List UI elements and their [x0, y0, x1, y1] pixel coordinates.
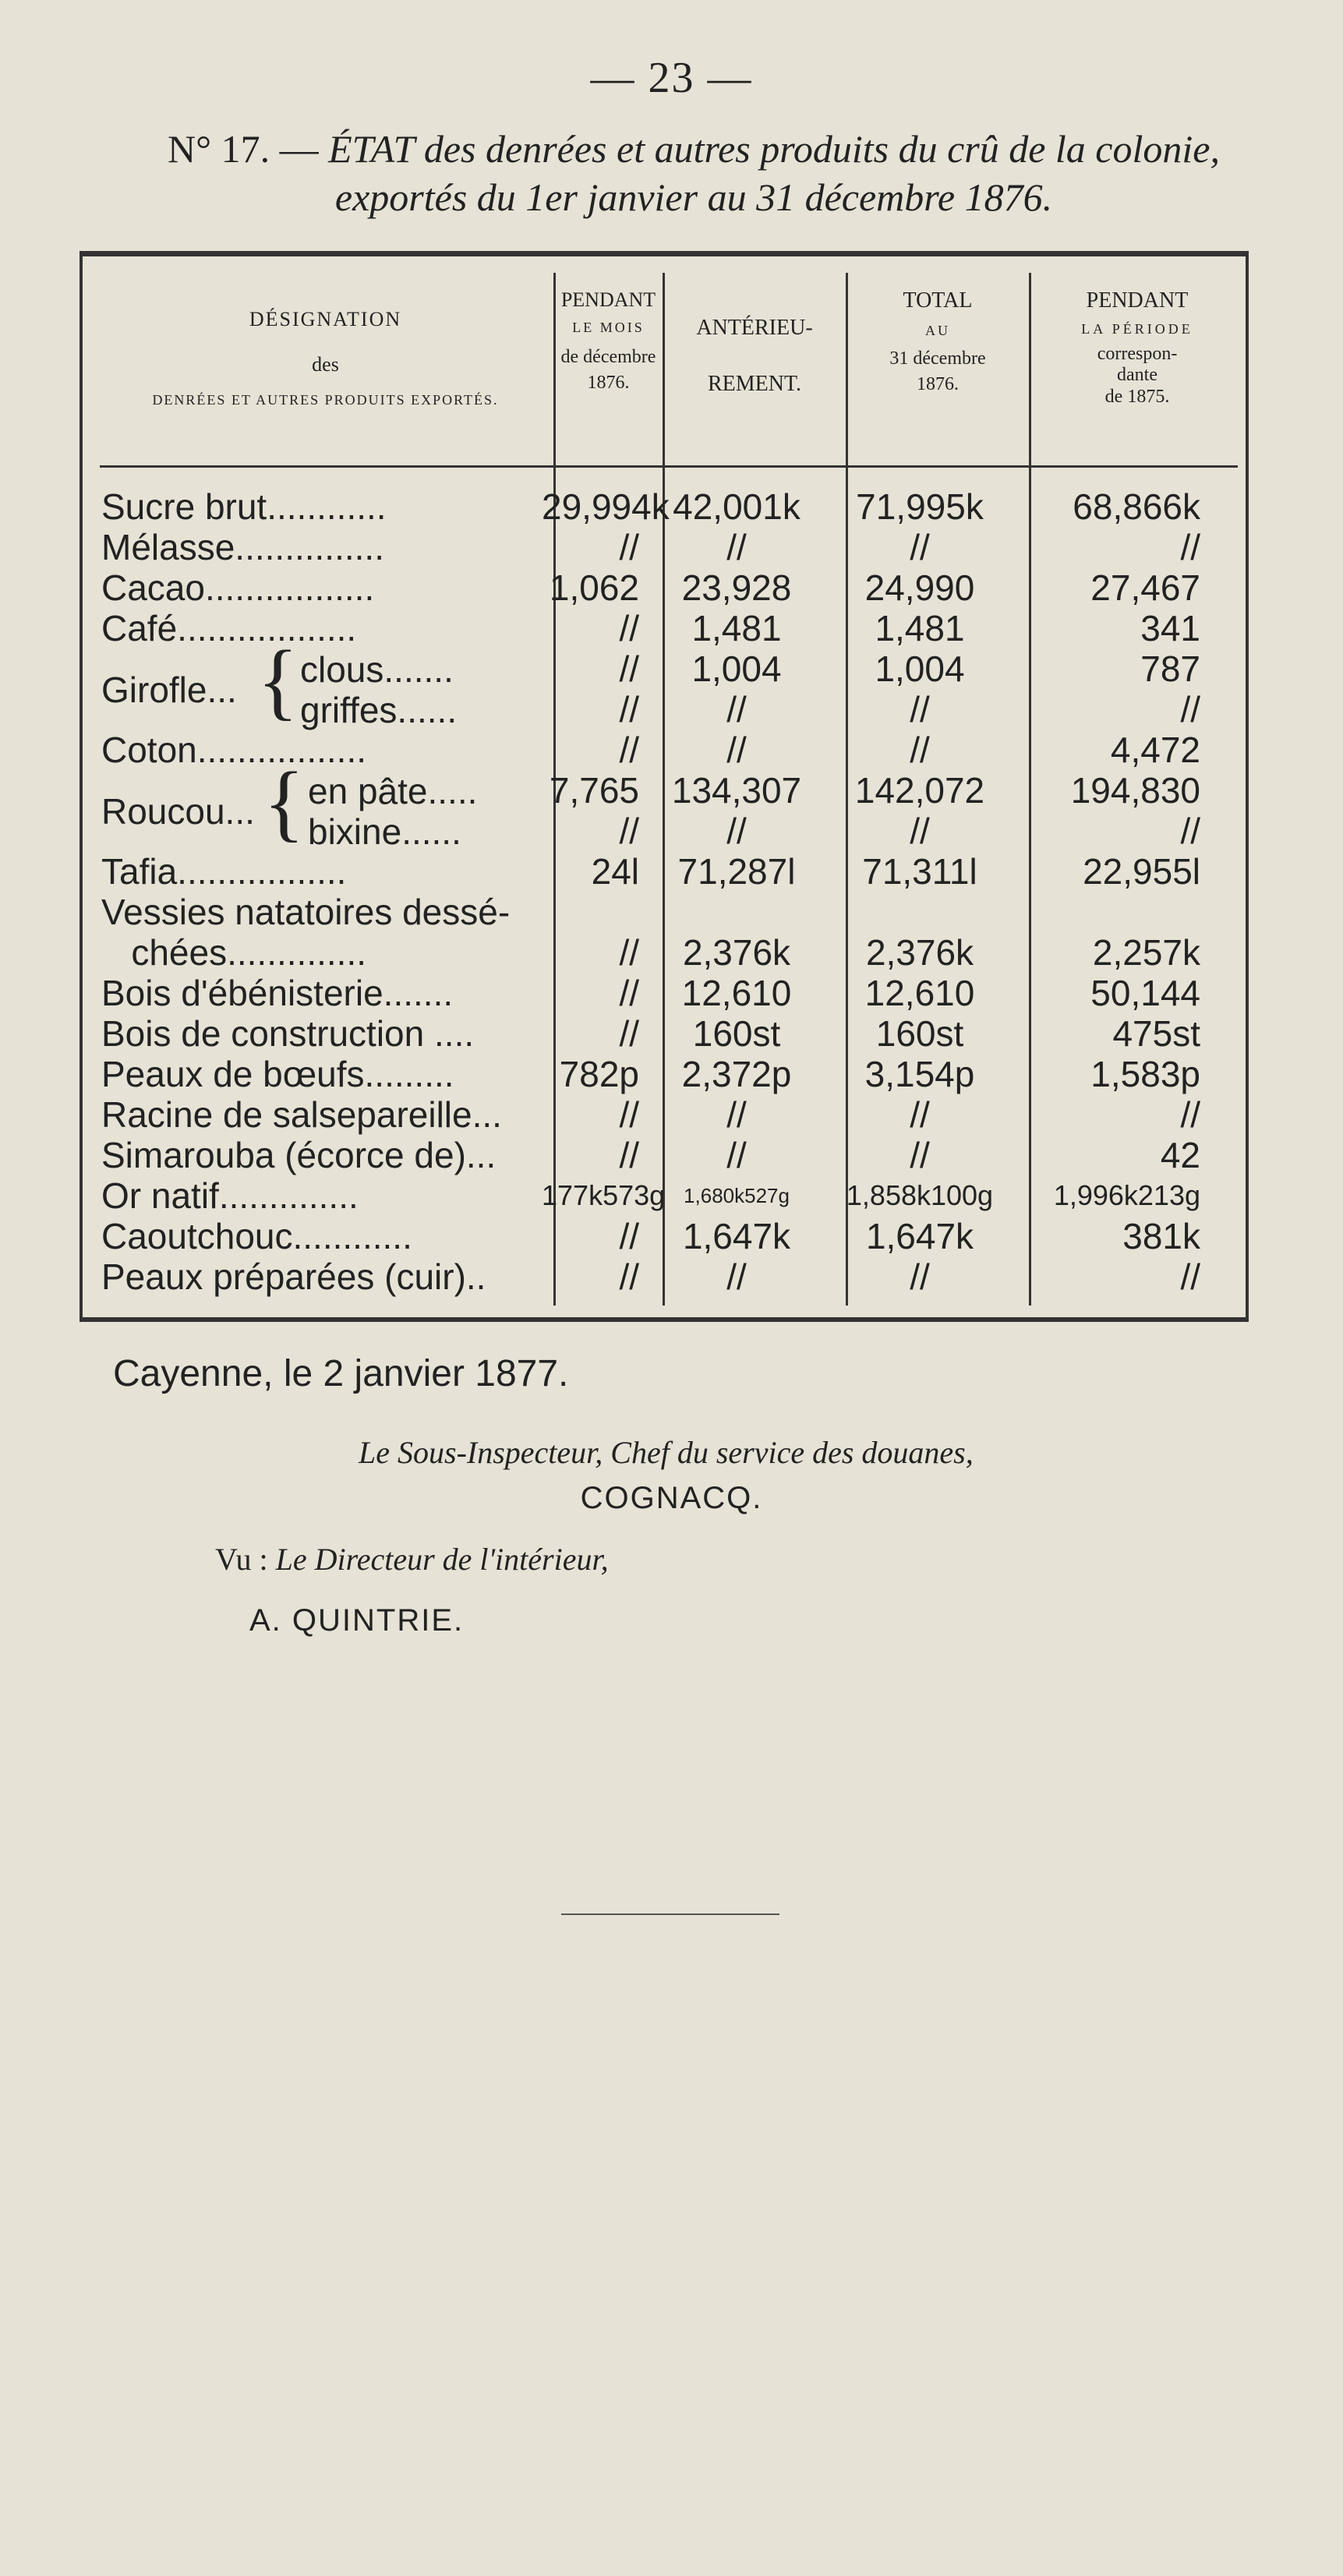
value-cell: 782p [559, 1054, 639, 1094]
row-label: Cacao................. [101, 567, 375, 608]
row-label: Bois d'ébénisterie....... [101, 973, 454, 1013]
table-row [101, 486, 1208, 527]
value-cell: 27,467 [1090, 567, 1200, 608]
header-line: PENDANT [560, 288, 656, 311]
table-title [117, 125, 1271, 221]
header-col1 [556, 288, 661, 394]
group-label-roucou: Roucou... [101, 791, 255, 832]
value-cell: 1,858k100g [846, 1179, 994, 1211]
value-cell: // [726, 527, 747, 567]
value-cell: 22,955l [1083, 851, 1200, 892]
header-col3 [848, 288, 1027, 396]
table-row [101, 1256, 1208, 1297]
header-line: 1876. [587, 373, 630, 394]
row-label: Coton................. [101, 730, 367, 770]
value-cell: 42,001k [673, 486, 800, 527]
value-cell: // [910, 689, 930, 730]
table-row [101, 1094, 1208, 1135]
vu-text: Le Directeur de l'intérieur, [275, 1542, 609, 1577]
group-sub-bixine: bixine...... [308, 811, 461, 852]
value-cell: 42 [1160, 1135, 1200, 1175]
separator-line [561, 1913, 779, 1915]
value-cell: 1,996k213g [1053, 1179, 1200, 1211]
value-cell: // [619, 689, 639, 730]
value-cell: 381k [1122, 1216, 1200, 1256]
value-cell: // [726, 1256, 747, 1297]
value-cell: 1,583p [1090, 1054, 1200, 1094]
group-sub-clous: clous....... [300, 649, 454, 690]
value-cell: 160st [692, 1013, 781, 1054]
header-line: 1876. [917, 374, 959, 395]
value-cell: // [619, 973, 639, 1013]
frame-left-border [80, 251, 83, 1320]
table-number: N° 17. — [168, 127, 319, 171]
header-line: LA PÉRIODE [1081, 321, 1193, 337]
vu-line [215, 1541, 609, 1578]
header-line: correspon- [1097, 343, 1178, 364]
row-label: Peaux de bœufs......... [101, 1054, 454, 1094]
table-row [101, 1135, 1208, 1175]
value-cell: 1,062 [549, 567, 639, 608]
value-cell: 29,994k [542, 486, 670, 527]
signature-title: Le Sous-Inspecteur, Chef du service des douanes, [359, 1435, 974, 1470]
value-cell: // [1180, 1094, 1200, 1135]
table-title-text: ÉTAT des denrées et autres produits du crû de la colonie, exportés du 1er janvier au 31 décembre 1876. [328, 127, 1220, 219]
value-cell: 12,610 [864, 973, 975, 1013]
header-line: PENDANT [1086, 288, 1189, 313]
header-bottom-rule [100, 465, 1238, 468]
group-sub-en-pate: en pâte..... [308, 771, 478, 811]
value-cell: 1,647k [865, 1216, 974, 1256]
value-cell: 2,372p [681, 1054, 792, 1094]
value-cell: // [619, 811, 639, 851]
value-cell: 177k573g [542, 1179, 666, 1211]
vu-name: A. QUINTRIE. [249, 1603, 465, 1638]
value-cell: // [910, 811, 930, 851]
value-cell: // [726, 1094, 747, 1135]
table-row [101, 1013, 1208, 1054]
value-cell: 12,610 [681, 973, 792, 1013]
top-thick-rule [80, 251, 1249, 256]
value-cell: // [619, 1094, 639, 1135]
header-line: AU [925, 323, 950, 339]
value-cell: // [1180, 1256, 1200, 1297]
row-label: Peaux préparées (cuir).. [101, 1256, 486, 1297]
value-cell: 1,481 [691, 608, 782, 648]
table-row [101, 1175, 1208, 1216]
header-col2 [665, 316, 844, 397]
table-row [101, 527, 1208, 567]
header-line: LE MOIS [572, 319, 645, 335]
table-row [101, 1216, 1208, 1256]
value-cell: 787 [1140, 648, 1200, 689]
value-cell: 24,990 [864, 567, 975, 608]
value-cell: // [910, 1094, 930, 1135]
group-label-girofle: Girofle... [101, 670, 237, 710]
value-cell: // [726, 730, 747, 770]
value-cell: 134,307 [671, 770, 802, 811]
value-cell: 24l [591, 851, 639, 892]
row-label: Or natif.............. [101, 1175, 359, 1216]
value-cell: // [910, 527, 930, 567]
value-cell: 4,472 [1110, 730, 1200, 770]
place-date: Cayenne, le 2 janvier 1877. [113, 1353, 569, 1394]
header-line: DÉSIGNATION [249, 308, 402, 330]
frame-right-border [1246, 251, 1249, 1320]
row-label: Mélasse............... [101, 527, 384, 567]
brace-girofle: { [257, 633, 299, 728]
value-cell: // [726, 689, 747, 730]
header-line: de 1875. [1104, 387, 1170, 408]
header-line: 31 décembre [889, 348, 986, 369]
header-line: TOTAL [903, 288, 973, 313]
value-cell: // [1180, 811, 1200, 851]
value-cell: 68,866k [1073, 486, 1200, 527]
row-label: Sucre brut............ [101, 486, 387, 527]
table-row [101, 567, 1208, 608]
bottom-thick-rule [80, 1317, 1249, 1322]
value-cell: 2,376k [682, 932, 791, 973]
vu-label: Vu : [215, 1542, 268, 1577]
header-line: des [312, 352, 339, 376]
row-label: Caoutchouc............ [101, 1216, 412, 1256]
value-cell: // [910, 730, 930, 770]
value-cell: // [1180, 689, 1200, 730]
value-cell: 1,004 [875, 648, 965, 689]
group-sub-griffes: griffes...... [300, 690, 458, 730]
row-label: Tafia................. [101, 851, 347, 892]
value-cell: // [619, 1256, 639, 1297]
row-label: Vessies natatoires dessé- [101, 892, 511, 932]
row-label: chées.............. [101, 932, 367, 973]
value-cell: // [619, 527, 639, 567]
value-cell: 1,481 [875, 608, 965, 648]
table-row [101, 892, 1208, 932]
value-cell: 475st [1112, 1013, 1200, 1054]
value-cell: 160st [875, 1013, 964, 1054]
table-row [101, 851, 1208, 892]
value-cell: // [726, 811, 747, 851]
table-row [101, 1054, 1208, 1094]
row-label: Café.................. [101, 608, 357, 648]
value-cell: 341 [1140, 608, 1200, 648]
header-line: DENRÉES ET AUTRES PRODUITS EXPORTÉS. [152, 391, 499, 408]
value-cell: 23,928 [681, 567, 792, 608]
value-cell: // [619, 1135, 639, 1175]
row-label: Simarouba (écorce de)... [101, 1135, 497, 1175]
value-cell: 142,072 [854, 770, 985, 811]
value-cell: 194,830 [1070, 770, 1200, 811]
table-row [101, 973, 1208, 1013]
signature-name: COGNACQ. [580, 1481, 763, 1515]
value-cell: // [726, 1135, 747, 1175]
value-cell: // [619, 608, 639, 648]
value-cell: // [619, 648, 639, 689]
header-line: dante [1117, 365, 1157, 386]
value-cell: 71,311l [862, 851, 977, 892]
page-number: — 23 — [590, 54, 753, 102]
value-cell: // [619, 730, 639, 770]
value-cell: // [910, 1256, 930, 1297]
value-cell: 71,287l [677, 851, 796, 892]
value-cell: 50,144 [1090, 973, 1200, 1013]
value-cell: // [619, 1013, 639, 1054]
value-cell: 2,376k [865, 932, 974, 973]
value-cell: // [619, 932, 639, 973]
value-cell: 1,647k [682, 1216, 791, 1256]
row-label: Racine de salsepareille... [101, 1094, 502, 1135]
value-cell: 1,004 [691, 648, 782, 689]
value-cell: // [1180, 527, 1200, 567]
brace-roucou: { [263, 754, 305, 850]
value-cell: 2,257k [1092, 932, 1200, 973]
value-cell: 3,154p [864, 1054, 975, 1094]
value-cell: // [619, 1216, 639, 1256]
header-line: de décembre [560, 346, 656, 367]
value-cell: // [910, 1135, 930, 1175]
header-designation [101, 308, 550, 408]
value-cell: 1,680k527g [684, 1184, 790, 1207]
value-cell: 71,995k [856, 486, 984, 527]
header-col4 [1031, 288, 1243, 408]
value-cell: 7,765 [549, 770, 639, 811]
header-line: ANTÉRIEU- [696, 316, 813, 340]
header-line: REMENT. [707, 372, 802, 397]
row-label: Bois de construction .... [101, 1013, 475, 1054]
table-row [101, 932, 1208, 973]
